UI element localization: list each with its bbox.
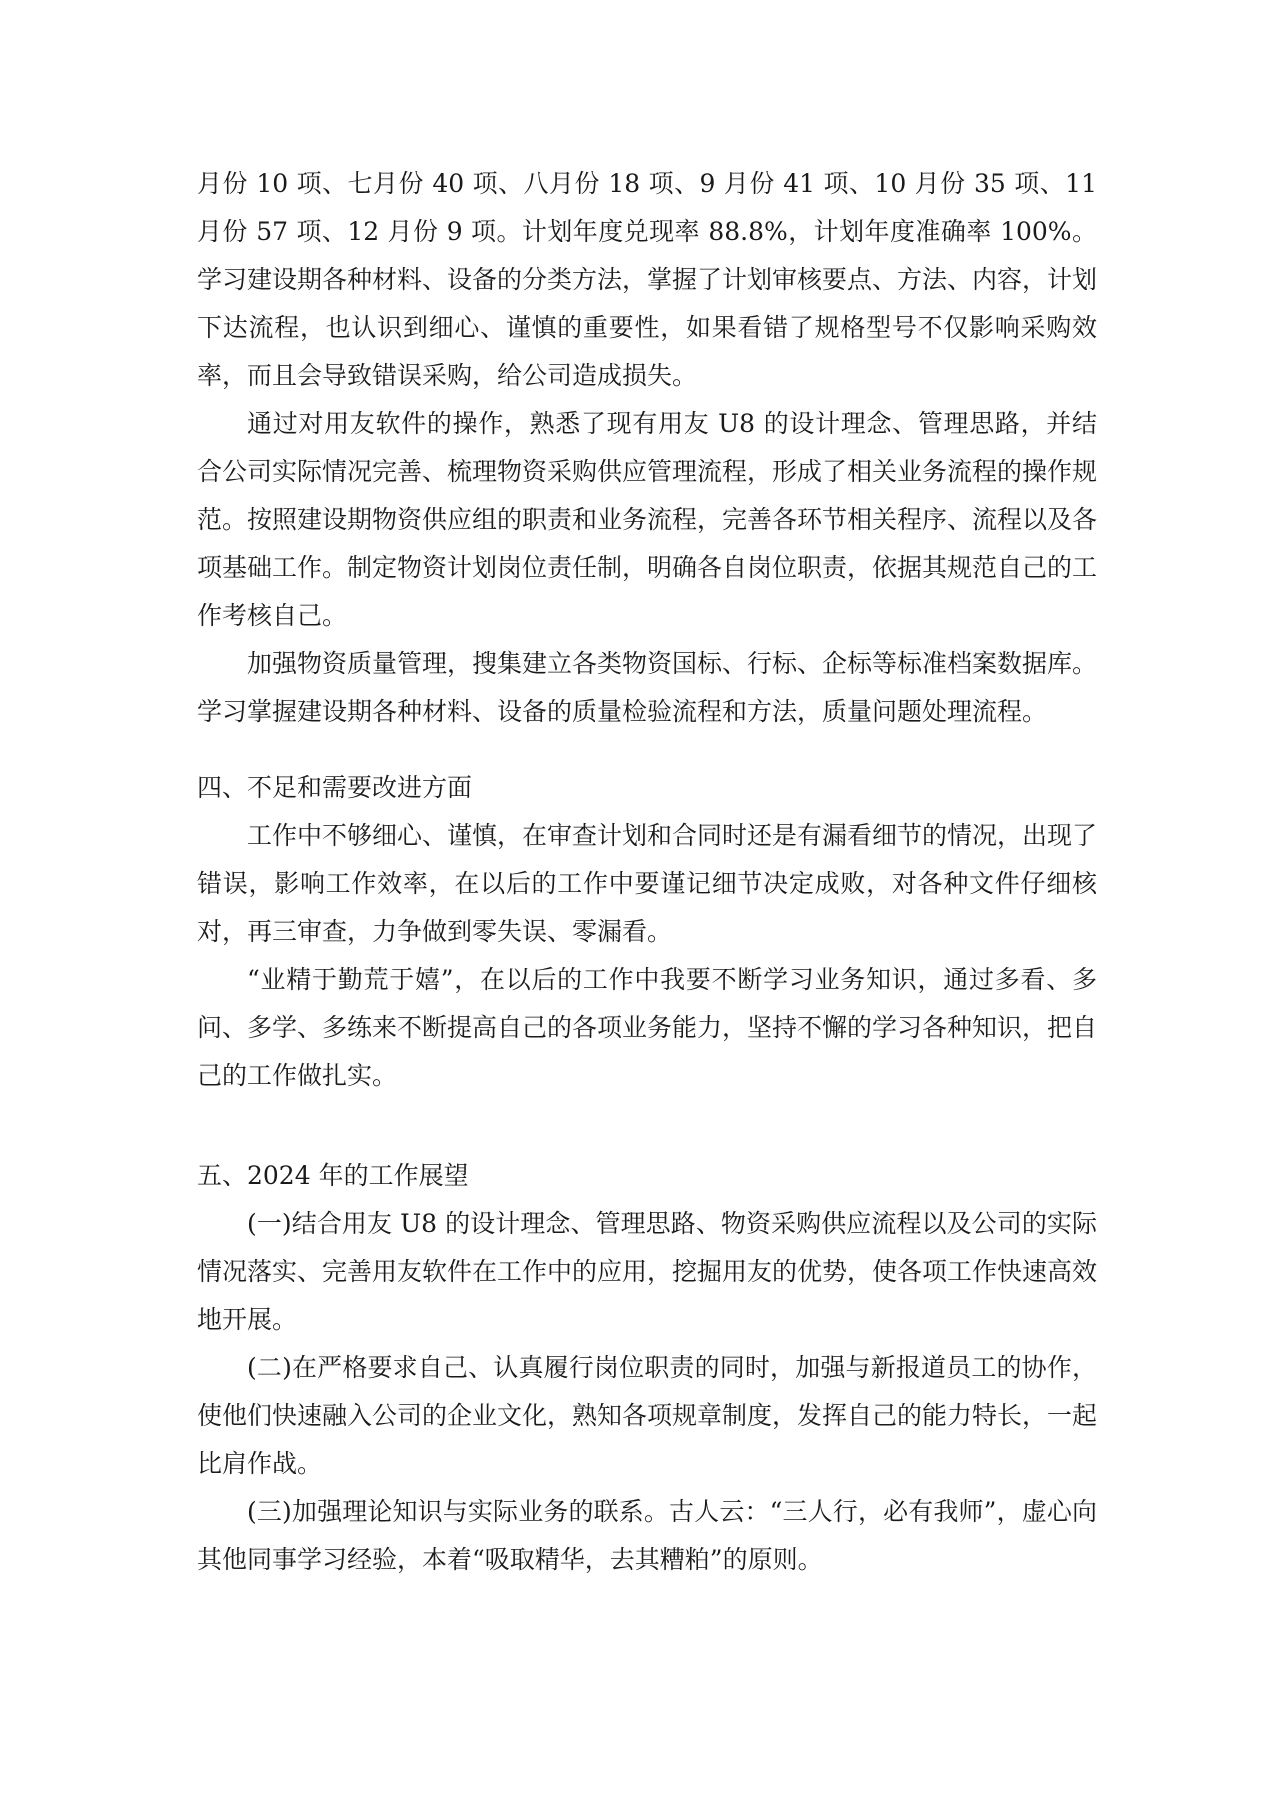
paragraph-shortcomings-1: 工作中不够细心、谨慎，在审查计划和合同时还是有漏看细节的情况，出现了错误，影响工作效率，在以后的工作中要谨记细节决定成败，对各种文件仔细核对，再三审查，力争做到零失误、零漏看。 [197, 821, 1098, 946]
paragraph-outlook-1: (一)结合用友 U8 的设计理念、管理思路、物资采购供应流程以及公司的实际情况落实、完善用友软件在工作中的应用，挖掘用友的优势，使各项工作快速高效地开展。 [197, 1209, 1098, 1334]
paragraph-monthly-plan-stats: 月份 10 项、七月份 40 项、八月份 18 项、9 月份 41 项、10 月份 35 项、11 月份 57 项、12 月份 9 项。计划年度兑现率 88.8%，计划年度准确率 100%。学习建设期各种材料、设备的分类方法，掌握了计划审核要点、方法、内容，计划下达流程，也认识到细心、谨慎的重要性，如果看错了规格型号不仅影响采购效率，而且会导致错误采购，给公司造成损失。 [197, 169, 1098, 390]
section-heading-outlook: 五、2024 年的工作展望 [197, 1161, 469, 1190]
paragraph-shortcomings-2: “业精于勤荒于嬉”，在以后的工作中我要不断学习业务知识，通过多看、多问、多学、多练来不断提高自己的各项业务能力，坚持不懈的学习各种知识，把自己的工作做扎实。 [197, 965, 1098, 1090]
paragraph-outlook-3: (三)加强理论知识与实际业务的联系。古人云：“三人行，必有我师”，虚心向其他同事学习经验，本着“吸取精华，去其糟粕”的原则。 [197, 1497, 1097, 1574]
document-body [197, 160, 1097, 1584]
section-heading-shortcomings: 四、不足和需要改进方面 [197, 773, 473, 802]
paragraph-u8-software: 通过对用友软件的操作，熟悉了现有用友 U8 的设计理念、管理思路，并结合公司实际情况完善、梳理物资采购供应管理流程，形成了相关业务流程的操作规范。按照建设期物资供应组的职责和业务流程，完善各环节相关程序、流程以及各项基础工作。制定物资计划岗位责任制，明确各自岗位职责，依据其规范自己的工作考核自己。 [197, 409, 1098, 630]
paragraph-outlook-2: (二)在严格要求自己、认真履行岗位职责的同时，加强与新报道员工的协作，使他们快速融入公司的企业文化，熟知各项规章制度，发挥自己的能力特长，一起比肩作战。 [197, 1353, 1098, 1478]
paragraph-quality-management: 加强物资质量管理，搜集建立各类物资国标、行标、企标等标准档案数据库。学习掌握建设期各种材料、设备的质量检验流程和方法，质量问题处理流程。 [197, 649, 1098, 726]
